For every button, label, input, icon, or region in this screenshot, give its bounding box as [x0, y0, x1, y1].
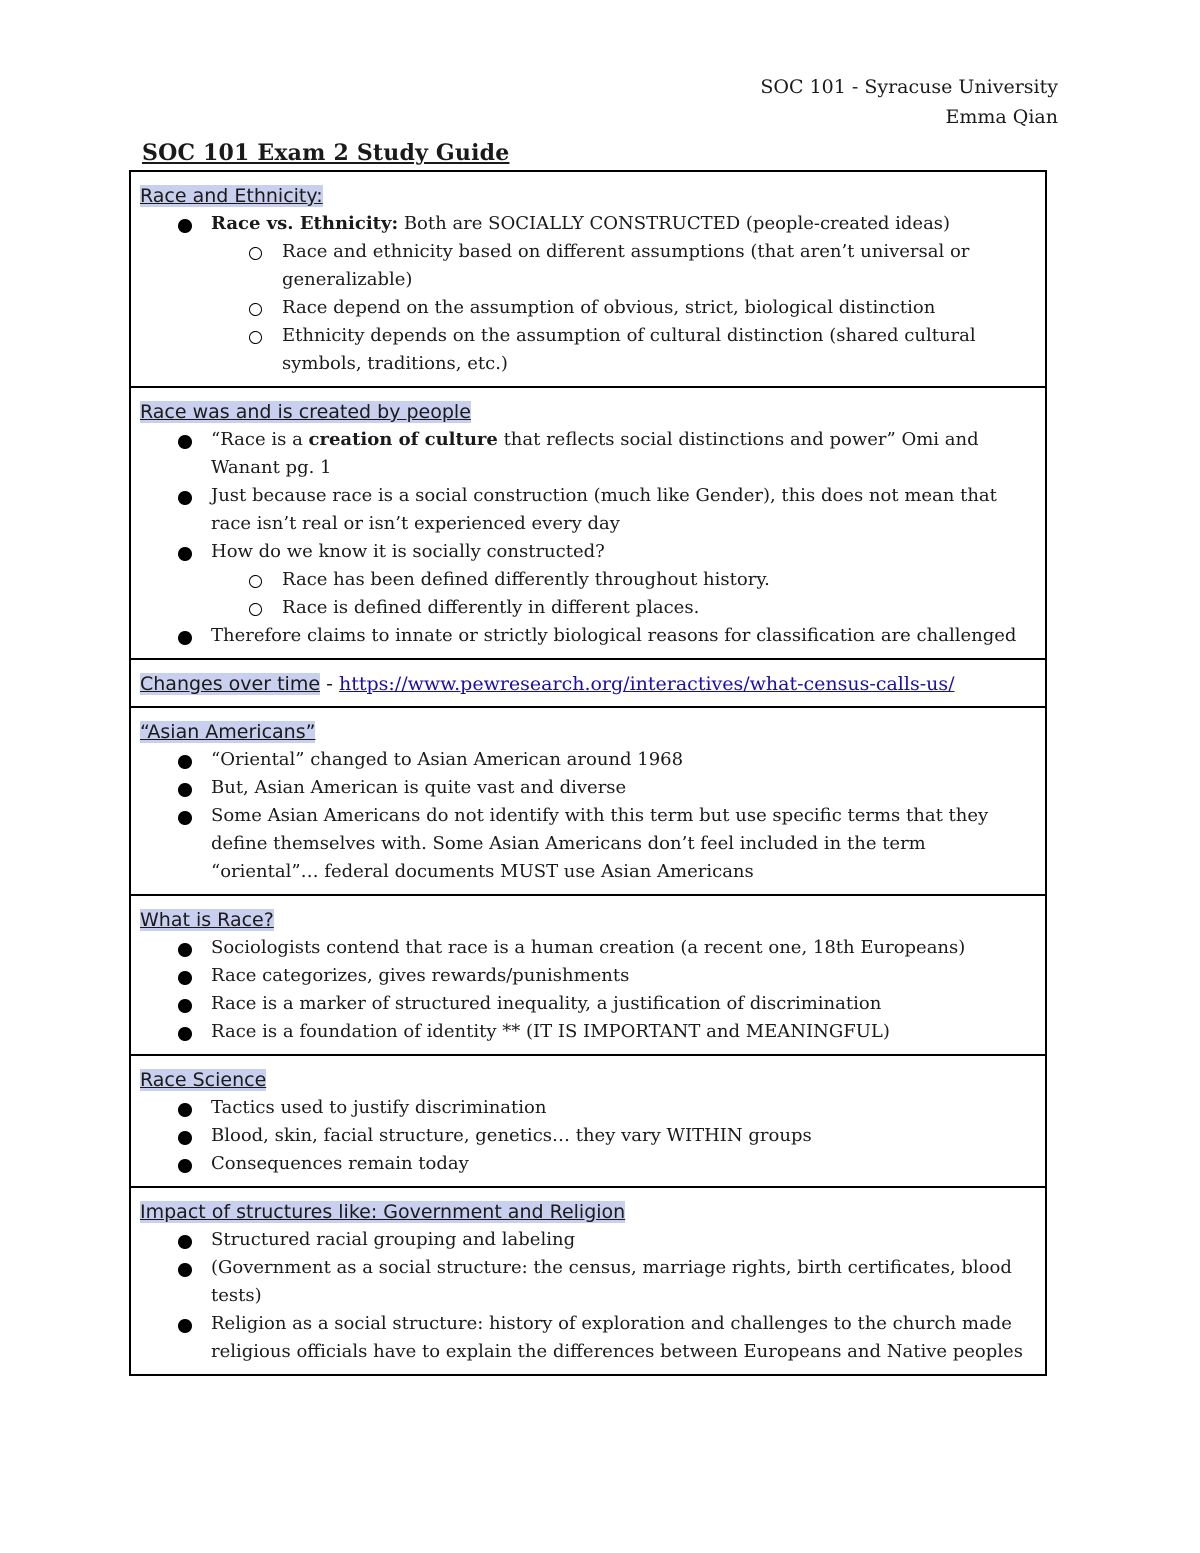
- section-what-is-race: [131, 896, 1045, 1056]
- list-item: [140, 426, 1035, 482]
- section-heading: Impact of structures like: Government and Religion: [140, 1201, 626, 1223]
- item-text: Therefore claims to innate or strictly biological reasons for classification are challenged: [211, 625, 1017, 646]
- list-item: [140, 1310, 1035, 1366]
- bullet-icon: [178, 1235, 192, 1249]
- section-heading: Changes over time: [140, 673, 321, 695]
- item-text: Tactics used to justify discrimination: [211, 1097, 547, 1118]
- section-heading: Race and Ethnicity:: [140, 185, 323, 207]
- item-text: Race is a foundation of identity ** (IT IS IMPORTANT and MEANINGFUL): [211, 1021, 890, 1042]
- list-item: [140, 482, 1035, 538]
- bullet-icon: [178, 491, 192, 505]
- list-item: [140, 1254, 1035, 1310]
- bullet-icon: [178, 547, 192, 561]
- item-text: that reflects social distinctions and power” Omi and Wanant pg. 1: [211, 429, 979, 478]
- section-heading: Race Science: [140, 1069, 267, 1091]
- bullet-icon: [178, 1103, 192, 1117]
- bullet-icon: [178, 631, 192, 645]
- bullet-icon: [178, 1027, 192, 1041]
- section-changes-over-time: [131, 660, 1045, 708]
- item-text: (Government as a social structure: the census, marriage rights, birth certificates, blood tests): [211, 1257, 1012, 1306]
- bullet-icon: [178, 435, 192, 449]
- section-heading: Race was and is created by people: [140, 401, 471, 423]
- item-text: Religion as a social structure: history of exploration and challenges to the church made religious officials have to explain the differences between Europeans and Native peoples: [211, 1313, 1023, 1362]
- item-text: Some Asian Americans do not identify with this term but use specific terms that they define themselves with. Some Asian Americans don’t feel included in the term “oriental”… federal documents MUST use Asian Americans: [211, 805, 989, 882]
- section-race-science: [131, 1056, 1045, 1188]
- page-header: [760, 72, 1058, 132]
- list-item: [140, 774, 1035, 802]
- item-text: “Oriental” changed to Asian American around 1968: [211, 749, 684, 770]
- document-title: SOC 101 Exam 2 Study Guide: [142, 140, 510, 166]
- item-text: Sociologists contend that race is a human creation (a recent one, 18th Europeans): [211, 937, 966, 958]
- list-item: [140, 934, 1035, 962]
- bullet-icon: [178, 755, 192, 769]
- item-text: Just because race is a social construction (much like Gender), this does not mean that race isn’t real or isn’t experienced every day: [211, 485, 997, 534]
- item-text: Race has been defined differently throughout history.: [282, 569, 770, 590]
- sub-list-item: [140, 566, 1035, 594]
- author-name: Emma Qian: [945, 106, 1058, 128]
- list-item: [140, 962, 1035, 990]
- list-item: [140, 1226, 1035, 1254]
- bullet-icon: [178, 1263, 192, 1277]
- list-item: [140, 210, 1035, 238]
- item-text: Ethnicity depends on the assumption of cultural distinction (shared cultural symbols, traditions, etc.): [282, 325, 976, 374]
- item-text: Race is defined differently in different places.: [282, 597, 700, 618]
- item-text: But, Asian American is quite vast and diverse: [211, 777, 627, 798]
- list-item: [140, 1150, 1035, 1178]
- sub-list-item: [140, 322, 1035, 378]
- hollow-bullet-icon: [249, 247, 262, 260]
- section-impact-of-structures: [131, 1188, 1045, 1374]
- bullet-icon: [178, 1319, 192, 1333]
- item-text: Race depend on the assumption of obvious, strict, biological distinction: [282, 297, 936, 318]
- list-item: [140, 746, 1035, 774]
- hollow-bullet-icon: [249, 331, 262, 344]
- study-guide-table: [129, 170, 1047, 1376]
- item-text: Structured racial grouping and labeling: [211, 1229, 576, 1250]
- sub-list-item: [140, 238, 1035, 294]
- list-item: [140, 990, 1035, 1018]
- item-text: Blood, skin, facial structure, genetics… they vary WITHIN groups: [211, 1125, 812, 1146]
- item-text: Race is a marker of structured inequality, a justification of discrimination: [211, 993, 882, 1014]
- item-text: Race and ethnicity based on different assumptions (that aren’t universal or generalizable): [282, 241, 970, 290]
- section-heading: What is Race?: [140, 909, 274, 931]
- bullet-icon: [178, 783, 192, 797]
- bullet-icon: [178, 999, 192, 1013]
- section-race-ethnicity: [131, 172, 1045, 388]
- list-item: [140, 1018, 1035, 1046]
- census-link[interactable]: https://www.pewresearch.org/interactives/what-census-calls-us/: [338, 673, 955, 695]
- list-item: [140, 1094, 1035, 1122]
- item-text: Consequences remain today: [211, 1153, 469, 1174]
- hollow-bullet-icon: [249, 303, 262, 316]
- bullet-icon: [178, 1131, 192, 1145]
- bullet-icon: [178, 219, 192, 233]
- sub-list-item: [140, 594, 1035, 622]
- section-race-created: [131, 388, 1045, 660]
- hollow-bullet-icon: [249, 575, 262, 588]
- item-text: How do we know it is socially constructed?: [211, 541, 605, 562]
- list-item: [140, 538, 1035, 566]
- item-text: Both are SOCIALLY CONSTRUCTED (people-created ideas): [398, 213, 951, 234]
- bold-term: creation of culture: [308, 429, 498, 450]
- item-text: Race categorizes, gives rewards/punishments: [211, 965, 630, 986]
- section-heading: “Asian Americans”: [140, 721, 316, 743]
- bold-term: Race vs. Ethnicity:: [211, 213, 399, 234]
- section-asian-americans: [131, 708, 1045, 896]
- separator: -: [320, 673, 339, 695]
- hollow-bullet-icon: [249, 603, 262, 616]
- list-item: [140, 802, 1035, 886]
- list-item: [140, 622, 1035, 650]
- bullet-icon: [178, 1159, 192, 1173]
- bullet-icon: [178, 971, 192, 985]
- sub-list-item: [140, 294, 1035, 322]
- course-line: SOC 101 - Syracuse University: [760, 76, 1058, 98]
- list-item: [140, 1122, 1035, 1150]
- bullet-icon: [178, 811, 192, 825]
- bullet-icon: [178, 943, 192, 957]
- item-text: “Race is a: [211, 429, 309, 450]
